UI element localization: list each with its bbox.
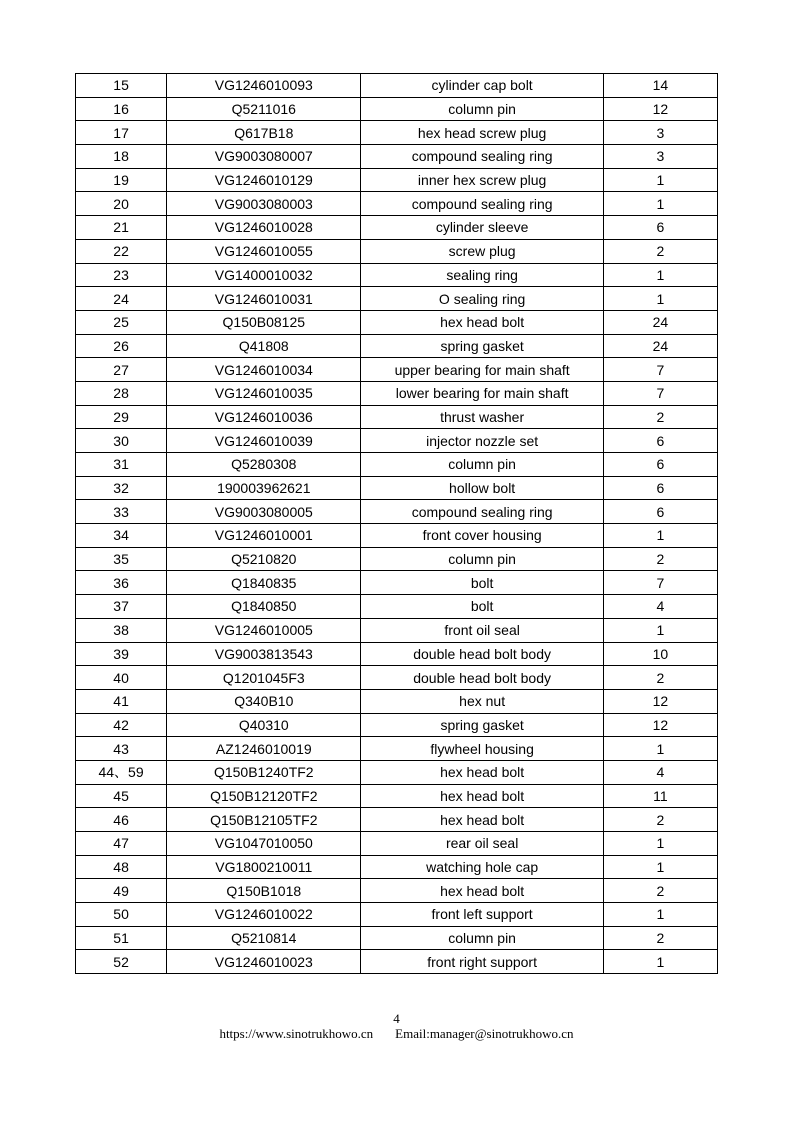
item-number-cell: 23 xyxy=(76,263,167,287)
item-number-cell: 46 xyxy=(76,808,167,832)
part-name-cell: hex head bolt xyxy=(361,760,603,784)
table-row xyxy=(76,121,718,145)
part-name-cell: hex head bolt xyxy=(361,784,603,808)
part-number-cell: Q340B10 xyxy=(167,689,361,713)
part-number-cell: 190003962621 xyxy=(167,476,361,500)
quantity-cell: 1 xyxy=(603,287,717,311)
part-number-cell: VG1246010023 xyxy=(167,950,361,974)
quantity-cell: 10 xyxy=(603,642,717,666)
table-row xyxy=(76,429,718,453)
quantity-cell: 14 xyxy=(603,74,717,98)
part-number-cell: VG1246010036 xyxy=(167,405,361,429)
part-number-cell: Q5210820 xyxy=(167,547,361,571)
part-number-cell: Q150B12120TF2 xyxy=(167,784,361,808)
item-number-cell: 32 xyxy=(76,476,167,500)
part-number-cell: Q5280308 xyxy=(167,453,361,477)
part-number-cell: Q41808 xyxy=(167,334,361,358)
table-row xyxy=(76,571,718,595)
part-name-cell: upper bearing for main shaft xyxy=(361,358,603,382)
part-name-cell: cylinder sleeve xyxy=(361,216,603,240)
parts-table-body xyxy=(76,74,718,974)
table-row xyxy=(76,145,718,169)
quantity-cell: 2 xyxy=(603,926,717,950)
part-number-cell: Q150B1240TF2 xyxy=(167,760,361,784)
quantity-cell: 4 xyxy=(603,760,717,784)
part-name-cell: O sealing ring xyxy=(361,287,603,311)
part-number-cell: VG9003813543 xyxy=(167,642,361,666)
parts-table xyxy=(75,73,718,974)
quantity-cell: 2 xyxy=(603,547,717,571)
quantity-cell: 7 xyxy=(603,381,717,405)
table-row xyxy=(76,595,718,619)
table-row xyxy=(76,642,718,666)
part-name-cell: lower bearing for main shaft xyxy=(361,381,603,405)
item-number-cell: 35 xyxy=(76,547,167,571)
part-name-cell: injector nozzle set xyxy=(361,429,603,453)
part-name-cell: spring gasket xyxy=(361,713,603,737)
quantity-cell: 12 xyxy=(603,689,717,713)
table-row xyxy=(76,405,718,429)
table-row xyxy=(76,287,718,311)
quantity-cell: 6 xyxy=(603,500,717,524)
part-number-cell: Q1840835 xyxy=(167,571,361,595)
table-row xyxy=(76,926,718,950)
quantity-cell: 1 xyxy=(603,737,717,761)
item-number-cell: 43 xyxy=(76,737,167,761)
part-number-cell: VG1047010050 xyxy=(167,832,361,856)
table-row xyxy=(76,689,718,713)
quantity-cell: 1 xyxy=(603,263,717,287)
quantity-cell: 24 xyxy=(603,310,717,334)
table-row xyxy=(76,737,718,761)
quantity-cell: 6 xyxy=(603,216,717,240)
part-name-cell: compound sealing ring xyxy=(361,192,603,216)
quantity-cell: 2 xyxy=(603,239,717,263)
table-row xyxy=(76,500,718,524)
quantity-cell: 4 xyxy=(603,595,717,619)
quantity-cell: 2 xyxy=(603,879,717,903)
part-number-cell: VG1246010039 xyxy=(167,429,361,453)
quantity-cell: 1 xyxy=(603,192,717,216)
item-number-cell: 20 xyxy=(76,192,167,216)
table-row xyxy=(76,310,718,334)
part-name-cell: compound sealing ring xyxy=(361,145,603,169)
table-row xyxy=(76,618,718,642)
item-number-cell: 39 xyxy=(76,642,167,666)
part-number-cell: AZ1246010019 xyxy=(167,737,361,761)
table-row xyxy=(76,713,718,737)
part-name-cell: screw plug xyxy=(361,239,603,263)
table-row xyxy=(76,381,718,405)
part-number-cell: Q1201045F3 xyxy=(167,666,361,690)
page-number: 4 xyxy=(393,1011,400,1026)
quantity-cell: 7 xyxy=(603,571,717,595)
part-name-cell: column pin xyxy=(361,97,603,121)
part-name-cell: hex head screw plug xyxy=(361,121,603,145)
part-number-cell: VG1246010022 xyxy=(167,903,361,927)
part-name-cell: cylinder cap bolt xyxy=(361,74,603,98)
part-number-cell: VG1246010055 xyxy=(167,239,361,263)
part-name-cell: hex head bolt xyxy=(361,879,603,903)
table-row xyxy=(76,476,718,500)
part-number-cell: VG1246010034 xyxy=(167,358,361,382)
part-name-cell: bolt xyxy=(361,595,603,619)
item-number-cell: 45 xyxy=(76,784,167,808)
part-name-cell: column pin xyxy=(361,926,603,950)
table-row xyxy=(76,547,718,571)
table-row xyxy=(76,239,718,263)
part-number-cell: VG1246010093 xyxy=(167,74,361,98)
item-number-cell: 51 xyxy=(76,926,167,950)
table-row xyxy=(76,263,718,287)
part-name-cell: double head bolt body xyxy=(361,666,603,690)
quantity-cell: 3 xyxy=(603,121,717,145)
item-number-cell: 24 xyxy=(76,287,167,311)
item-number-cell: 34 xyxy=(76,524,167,548)
table-row xyxy=(76,524,718,548)
part-name-cell: thrust washer xyxy=(361,405,603,429)
part-name-cell: spring gasket xyxy=(361,334,603,358)
footer-contact xyxy=(0,1026,793,1042)
item-number-cell: 29 xyxy=(76,405,167,429)
part-name-cell: flywheel housing xyxy=(361,737,603,761)
part-number-cell: Q150B1018 xyxy=(167,879,361,903)
table-row xyxy=(76,808,718,832)
part-number-cell: VG1400010032 xyxy=(167,263,361,287)
table-row xyxy=(76,97,718,121)
table-row xyxy=(76,760,718,784)
quantity-cell: 6 xyxy=(603,453,717,477)
table-row xyxy=(76,903,718,927)
website-link[interactable]: https://www.sinotrukhowo.cn xyxy=(219,1026,374,1041)
table-row xyxy=(76,334,718,358)
part-number-cell: Q150B12105TF2 xyxy=(167,808,361,832)
table-row xyxy=(76,879,718,903)
part-name-cell: hex nut xyxy=(361,689,603,713)
part-name-cell: rear oil seal xyxy=(361,832,603,856)
quantity-cell: 2 xyxy=(603,808,717,832)
part-number-cell: VG1246010028 xyxy=(167,216,361,240)
item-number-cell: 27 xyxy=(76,358,167,382)
item-number-cell: 42 xyxy=(76,713,167,737)
item-number-cell: 36 xyxy=(76,571,167,595)
quantity-cell: 1 xyxy=(603,950,717,974)
item-number-cell: 33 xyxy=(76,500,167,524)
table-row xyxy=(76,192,718,216)
item-number-cell: 48 xyxy=(76,855,167,879)
part-name-cell: front left support xyxy=(361,903,603,927)
item-number-cell: 16 xyxy=(76,97,167,121)
quantity-cell: 11 xyxy=(603,784,717,808)
quantity-cell: 1 xyxy=(603,903,717,927)
part-number-cell: VG9003080007 xyxy=(167,145,361,169)
quantity-cell: 24 xyxy=(603,334,717,358)
item-number-cell: 21 xyxy=(76,216,167,240)
item-number-cell: 50 xyxy=(76,903,167,927)
part-name-cell: double head bolt body xyxy=(361,642,603,666)
part-number-cell: Q1840850 xyxy=(167,595,361,619)
part-number-cell: VG1800210011 xyxy=(167,855,361,879)
table-row xyxy=(76,666,718,690)
part-name-cell: front cover housing xyxy=(361,524,603,548)
quantity-cell: 12 xyxy=(603,713,717,737)
item-number-cell: 38 xyxy=(76,618,167,642)
table-row xyxy=(76,216,718,240)
part-number-cell: VG1246010005 xyxy=(167,618,361,642)
quantity-cell: 1 xyxy=(603,168,717,192)
part-name-cell: inner hex screw plug xyxy=(361,168,603,192)
item-number-cell: 28 xyxy=(76,381,167,405)
table-row xyxy=(76,832,718,856)
part-name-cell: sealing ring xyxy=(361,263,603,287)
quantity-cell: 1 xyxy=(603,832,717,856)
table-row xyxy=(76,950,718,974)
quantity-cell: 1 xyxy=(603,524,717,548)
part-name-cell: compound sealing ring xyxy=(361,500,603,524)
item-number-cell: 52 xyxy=(76,950,167,974)
quantity-cell: 6 xyxy=(603,476,717,500)
part-name-cell: front right support xyxy=(361,950,603,974)
quantity-cell: 12 xyxy=(603,97,717,121)
table-row xyxy=(76,74,718,98)
part-name-cell: column pin xyxy=(361,453,603,477)
item-number-cell: 40 xyxy=(76,666,167,690)
part-name-cell: front oil seal xyxy=(361,618,603,642)
part-number-cell: Q40310 xyxy=(167,713,361,737)
item-number-cell: 30 xyxy=(76,429,167,453)
item-number-cell: 17 xyxy=(76,121,167,145)
quantity-cell: 1 xyxy=(603,855,717,879)
item-number-cell: 31 xyxy=(76,453,167,477)
part-name-cell: hex head bolt xyxy=(361,808,603,832)
part-name-cell: hex head bolt xyxy=(361,310,603,334)
quantity-cell: 1 xyxy=(603,618,717,642)
part-number-cell: VG1246010035 xyxy=(167,381,361,405)
table-row xyxy=(76,168,718,192)
table-row xyxy=(76,784,718,808)
item-number-cell: 49 xyxy=(76,879,167,903)
quantity-cell: 6 xyxy=(603,429,717,453)
item-number-cell: 26 xyxy=(76,334,167,358)
table-row xyxy=(76,855,718,879)
part-number-cell: Q5211016 xyxy=(167,97,361,121)
part-number-cell: Q617B18 xyxy=(167,121,361,145)
part-number-cell: Q150B08125 xyxy=(167,310,361,334)
item-number-cell: 19 xyxy=(76,168,167,192)
part-number-cell: VG9003080003 xyxy=(167,192,361,216)
quantity-cell: 2 xyxy=(603,666,717,690)
table-row xyxy=(76,358,718,382)
part-number-cell: Q5210814 xyxy=(167,926,361,950)
part-number-cell: VG1246010001 xyxy=(167,524,361,548)
quantity-cell: 3 xyxy=(603,145,717,169)
part-name-cell: hollow bolt xyxy=(361,476,603,500)
part-name-cell: bolt xyxy=(361,571,603,595)
item-number-cell: 44、59 xyxy=(76,760,167,784)
quantity-cell: 7 xyxy=(603,358,717,382)
email-address[interactable]: Email:manager@sinotrukhowo.cn xyxy=(395,1026,574,1041)
item-number-cell: 37 xyxy=(76,595,167,619)
item-number-cell: 15 xyxy=(76,74,167,98)
item-number-cell: 47 xyxy=(76,832,167,856)
item-number-cell: 41 xyxy=(76,689,167,713)
item-number-cell: 22 xyxy=(76,239,167,263)
part-name-cell: column pin xyxy=(361,547,603,571)
table-row xyxy=(76,453,718,477)
item-number-cell: 25 xyxy=(76,310,167,334)
part-name-cell: watching hole cap xyxy=(361,855,603,879)
quantity-cell: 2 xyxy=(603,405,717,429)
item-number-cell: 18 xyxy=(76,145,167,169)
part-number-cell: VG9003080005 xyxy=(167,500,361,524)
part-number-cell: VG1246010129 xyxy=(167,168,361,192)
part-number-cell: VG1246010031 xyxy=(167,287,361,311)
